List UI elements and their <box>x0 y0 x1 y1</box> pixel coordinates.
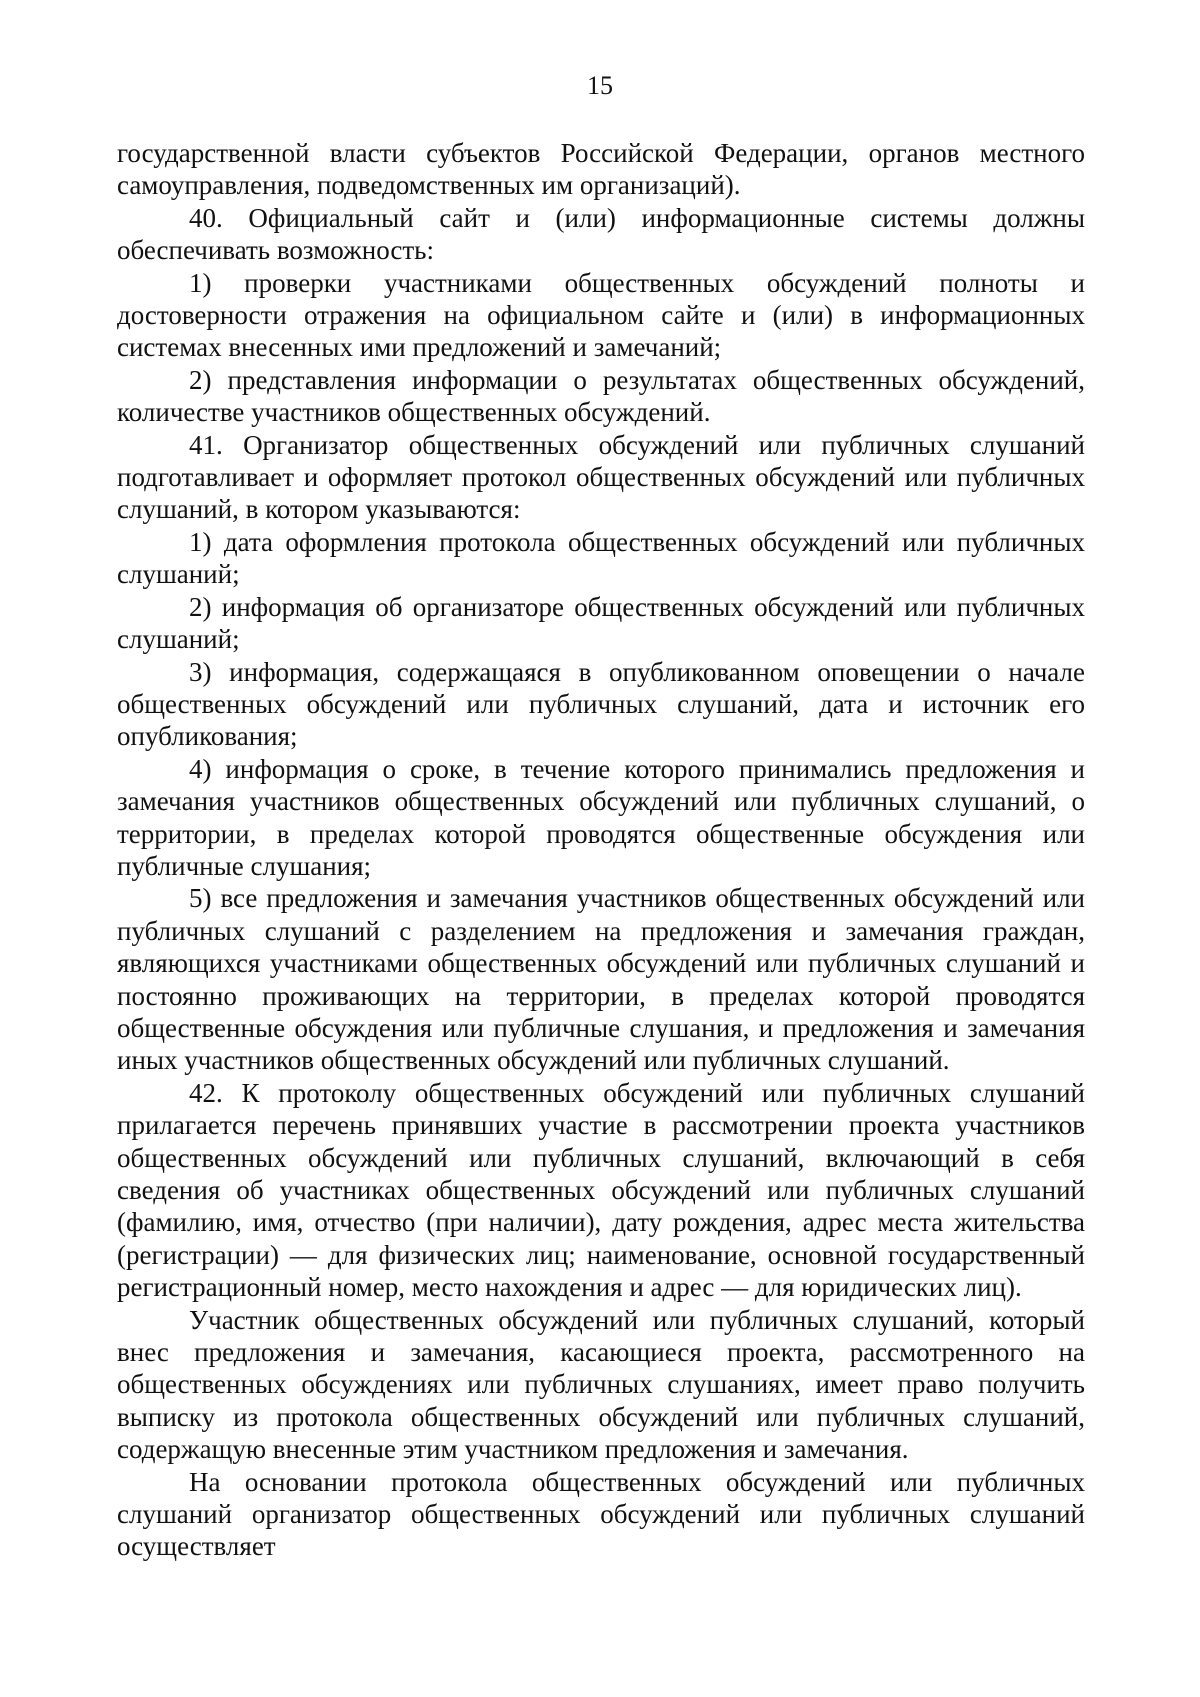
paragraph-40-subitem-2: 2) представления информации о результатах общественных обсуждений, количестве участников общественных обсуждений. <box>117 364 1085 428</box>
paragraph-item-42: 42. К протоколу общественных обсуждений или публичных слушаний прилагается перечень принявших участие в рассмотрении проекта участников общественных обсуждений или публичных слушаний, включающий в себя сведения об участниках общественных обсуждений или публичных слушаний (фамилию, имя, отчество (при наличии), дату рождения, адрес места жительства (регистрации) — для физических лиц; наименование, основной государственный регистрационный номер, место нахождения и адрес — для юридических лиц). <box>117 1077 1085 1303</box>
paragraph-41-subitem-3: 3) информация, содержащаяся в опубликованном оповещении о начале общественных обсуждений или публичных слушаний, дата и источник его опубликования; <box>117 656 1085 752</box>
paragraph-41-subitem-2: 2) информация об организаторе общественных обсуждений или публичных слушаний; <box>117 591 1085 655</box>
paragraph-item-41: 41. Организатор общественных обсуждений или публичных слушаний подготавливает и оформляет протокол общественных обсуждений или публичных слушаний, в котором указываются: <box>117 429 1085 525</box>
paragraph-41-subitem-5: 5) все предложения и замечания участников общественных обсуждений или публичных слушаний с разделением на предложения и замечания граждан, являющихся участниками общественных обсуждений или публичных слушаний и постоянно проживающих на территории, в пределах которой проводятся общественные обсуждения или публичные слушания, и предложения и замечания иных участников общественных обсуждений или публичных слушаний. <box>117 883 1085 1076</box>
page-number: 15 <box>587 71 613 100</box>
paragraph-participant-extract: Участник общественных обсуждений или публичных слушаний, который внес предложения и замечания, касающиеся проекта, рассмотренного на общественных обсуждениях или публичных слушаниях, имеет право получить выписку из протокола общественных обсуждений или публичных слушаний, содержащую внесенные этим участником предложения и замечания. <box>117 1304 1085 1465</box>
document-body <box>117 137 1085 1563</box>
paragraph-41-subitem-4: 4) информация о сроке, в течение которого принимались предложения и замечания участников общественных обсуждений или публичных слушаний, о территории, в пределах которой проводятся общественные обсуждения или публичные слушания; <box>117 753 1085 881</box>
paragraph-40-subitem-1: 1) проверки участниками общественных обсуждений полноты и достоверности отражения на официальном сайте и (или) в информационных системах внесенных ими предложений и замечаний; <box>117 267 1085 363</box>
paragraph-protocol-basis: На основании протокола общественных обсуждений или публичных слушаний организатор общественных обсуждений или публичных слушаний осуществляет <box>117 1466 1085 1562</box>
paragraph-continuation: государственной власти субъектов Российской Федерации, органов местного самоуправления, подведомственных им организаций). <box>117 138 1085 201</box>
paragraph-41-subitem-1: 1) дата оформления протокола общественных обсуждений или публичных слушаний; <box>117 526 1085 590</box>
paragraph-item-40: 40. Официальный сайт и (или) информационные системы должны обеспечивать возможность: <box>117 202 1085 266</box>
